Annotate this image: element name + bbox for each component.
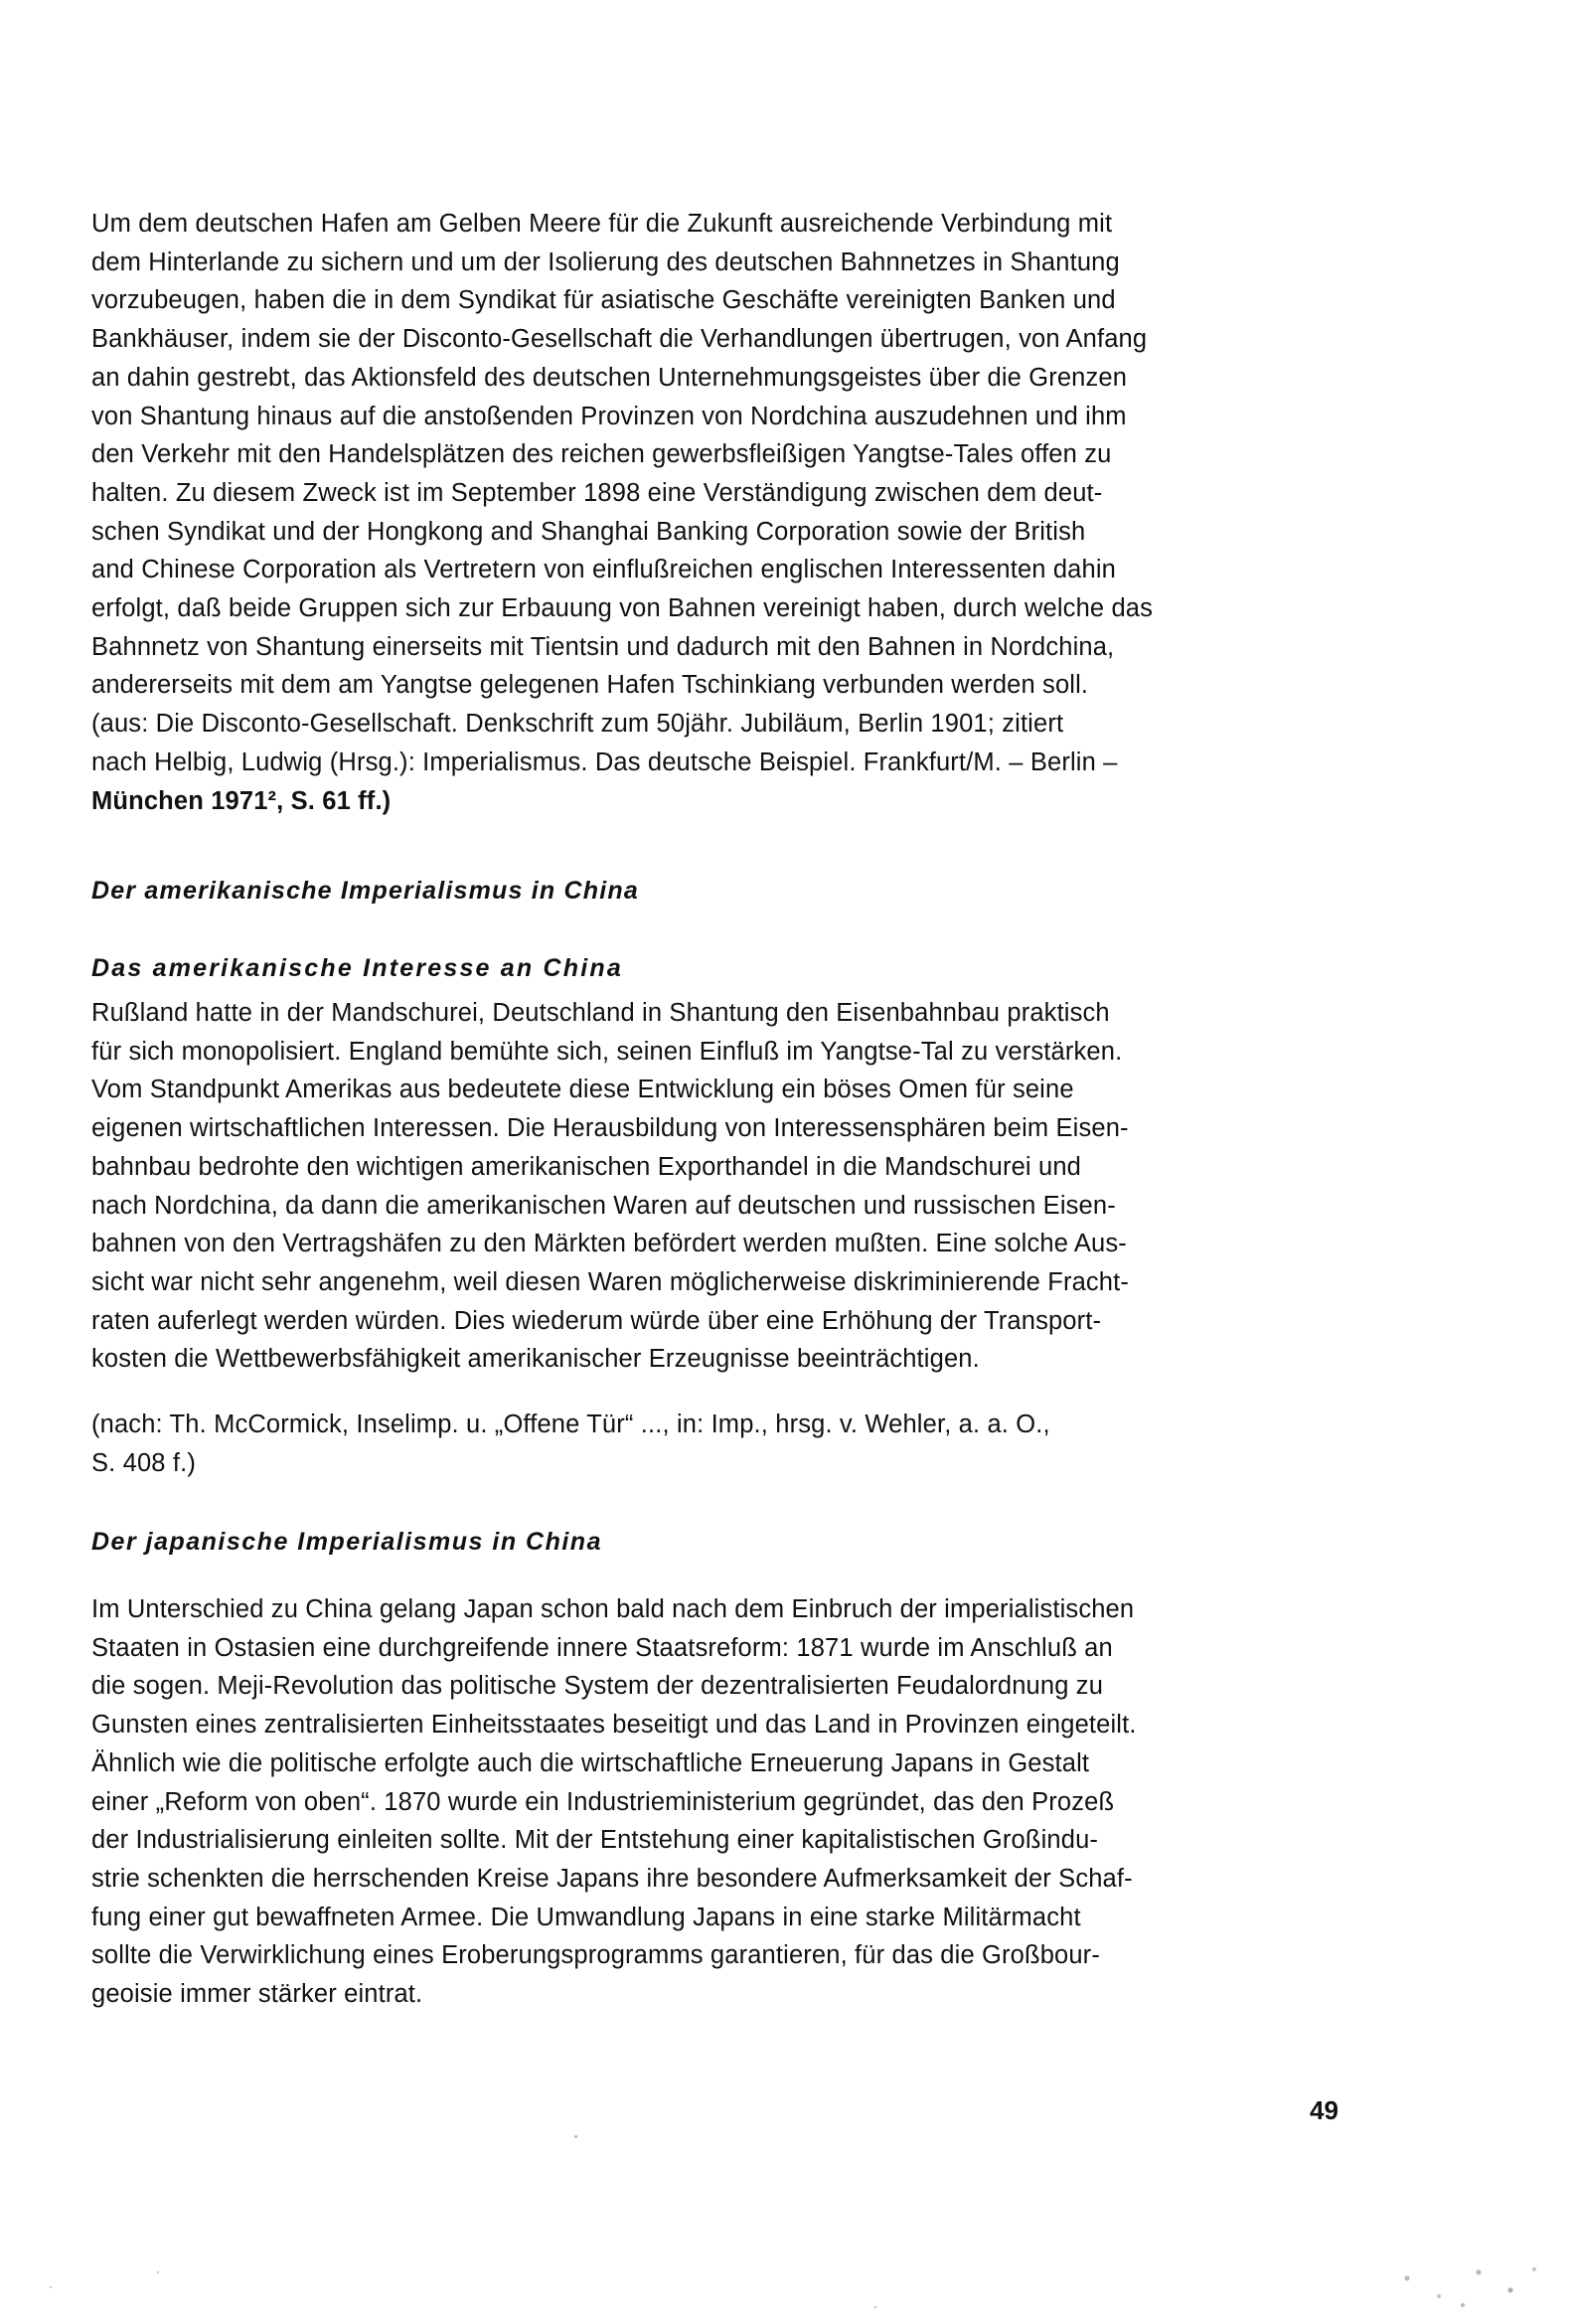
text-line: von Shantung hinaus auf die anstoßenden Provinzen von Nordchina auszudehnen und ihm xyxy=(91,402,1127,430)
text-line: Bahnnetz von Shantung einerseits mit Tientsin und dadurch mit den Bahnen in Nordchina, xyxy=(91,632,1115,661)
subsection-heading-american-interest: Das amerikanische Interesse an China xyxy=(91,954,623,982)
text-line: Bankhäuser, indem sie der Disconto-Gesellschaft die Verhandlungen übertrugen, von Anfang xyxy=(91,325,1148,354)
text-line: fung einer gut bewaffneten Armee. Die Umwandlung Japans in eine starke Militärmacht xyxy=(91,1903,1081,1931)
text-line: schen Syndikat und der Hongkong and Shanghai Banking Corporation sowie der British xyxy=(91,517,1086,546)
text-line: geoisie immer stärker eintrat. xyxy=(91,1980,423,2009)
source-citation-mccormick xyxy=(91,1406,1343,1482)
text-line: kosten die Wettbewerbsfähigkeit amerikanischer Erzeugnisse beeinträchtigen. xyxy=(91,1345,980,1374)
text-line: and Chinese Corporation als Vertretern von einflußreichen englischen Interessenten dahin xyxy=(91,556,1116,584)
text-line: Gunsten eines zentralisierten Einheitsstaates beseitigt und das Land in Provinzen eingeteilt. xyxy=(91,1711,1137,1740)
text-line: halten. Zu diesem Zweck ist im September 1898 eine Verständigung zwischen dem deut- xyxy=(91,478,1103,507)
source-citation-line: nach Helbig, Ludwig (Hrsg.): Imperialismus. Das deutsche Beispiel. Frankfurt/M. – Berlin – xyxy=(91,747,1118,776)
text-line: der Industrialisierung einleiten sollte. Mit der Entstehung einer kapitalistischen Großindu- xyxy=(91,1826,1099,1855)
paragraph-american-interest xyxy=(91,994,1343,1379)
source-citation-line: (aus: Die Disconto-Gesellschaft. Denkschrift zum 50jähr. Jubiläum, Berlin 1901; zitiert xyxy=(91,710,1064,739)
section-heading-american-imperialism: Der amerikanische Imperialismus in China xyxy=(91,877,639,905)
scan-noise-corner xyxy=(1391,2254,1550,2314)
scan-speck xyxy=(157,2271,159,2273)
text-line: Ähnlich wie die politische erfolgte auch die wirtschaftliche Erneuerung Japans in Gestalt xyxy=(91,1748,1090,1777)
text-line: vorzubeugen, haben die in dem Syndikat für asiatische Geschäfte vereinigten Banken und xyxy=(91,286,1116,315)
paragraph-japanese-imperialism xyxy=(91,1590,1343,2014)
text-line: Rußland hatte in der Mandschurei, Deutschland in Shantung den Eisenbahnbau praktisch xyxy=(91,999,1110,1027)
text-line: bahnbau bedrohte den wichtigen amerikanischen Exporthandel in die Mandschurei und xyxy=(91,1152,1081,1181)
text-line: sollte die Verwirklichung eines Eroberungsprogramms garantieren, für das die Großbour- xyxy=(91,1941,1100,1970)
text-line: für sich monopolisiert. England bemühte sich, seinen Einfluß im Yangtse-Tal zu verstärken. xyxy=(91,1037,1123,1066)
text-line: sicht war nicht sehr angenehm, weil diesen Waren möglicherweise diskriminierende Fracht- xyxy=(91,1267,1130,1296)
page-number: 49 xyxy=(1310,2095,1339,2125)
scan-speck xyxy=(874,2306,876,2308)
source-citation-line: München 1971², S. 61 ff.) xyxy=(91,786,392,815)
text-line: die sogen. Meji-Revolution das politische System der dezentralisierten Feudalordnung zu xyxy=(91,1672,1104,1701)
text-line: andererseits mit dem am Yangtse gelegenen Hafen Tschinkiang verbunden werden soll. xyxy=(91,671,1089,700)
text-line: Vom Standpunkt Amerikas aus bedeutete diese Entwicklung ein böses Omen für seine xyxy=(91,1076,1074,1104)
scan-speck xyxy=(50,2286,52,2288)
quote-paragraph-disconto xyxy=(91,205,1343,820)
text-line: Im Unterschied zu China gelang Japan schon bald nach dem Einbruch der imperialistischen xyxy=(91,1595,1135,1623)
section-heading-japanese-imperialism: Der japanische Imperialismus in China xyxy=(91,1528,602,1556)
text-line: Staaten in Ostasien eine durchgreifende innere Staatsreform: 1871 wurde im Anschluß an xyxy=(91,1633,1113,1662)
text-line: bahnen von den Vertragshäfen zu den Märkten befördert werden mußten. Eine solche Aus- xyxy=(91,1230,1127,1258)
text-line: einer „Reform von oben“. 1870 wurde ein Industrieministerium gegründet, das den Prozeß xyxy=(91,1787,1115,1816)
text-line: Um dem deutschen Hafen am Gelben Meere für die Zukunft ausreichende Verbindung mit xyxy=(91,210,1113,238)
text-line: erfolgt, daß beide Gruppen sich zur Erbauung von Bahnen vereinigt haben, durch welche das xyxy=(91,594,1154,623)
scan-speck xyxy=(574,2135,577,2138)
text-line: dem Hinterlande zu sichern und um der Isolierung des deutschen Bahnnetzes in Shantung xyxy=(91,248,1120,276)
text-line: den Verkehr mit den Handelsplätzen des reichen gewerbsfleißigen Yangtse-Tales offen zu xyxy=(91,440,1112,469)
text-line: an dahin gestrebt, das Aktionsfeld des deutschen Unternehmungsgeistes über die Grenzen xyxy=(91,363,1128,392)
source-citation-line: (nach: Th. McCormick, Inselimp. u. „Offene Tür“ ..., in: Imp., hrsg. v. Wehler, a. a. O., xyxy=(91,1411,1050,1438)
text-line: nach Nordchina, da dann die amerikanischen Waren auf deutschen und russischen Eisen- xyxy=(91,1191,1116,1220)
text-line: raten auferlegt werden würden. Dies wiederum würde über eine Erhöhung der Transport- xyxy=(91,1306,1102,1335)
text-line: eigenen wirtschaftlichen Interessen. Die Herausbildung von Interessensphären beim Eisen- xyxy=(91,1114,1129,1143)
text-line: strie schenkten die herrschenden Kreise Japans ihre besondere Aufmerksamkeit der Schaf- xyxy=(91,1864,1133,1893)
source-citation-line: S. 408 f.) xyxy=(91,1448,196,1477)
